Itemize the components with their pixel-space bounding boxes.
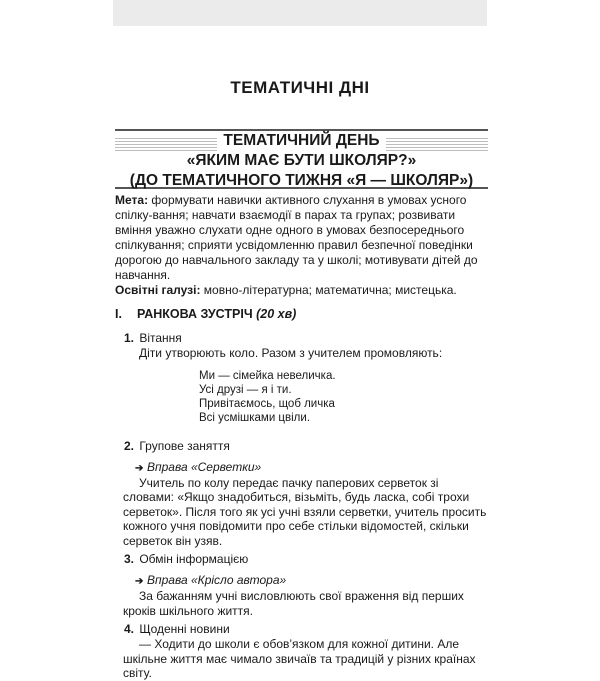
item-body [115,589,488,618]
day-title-line2: «ЯКИМ МАЄ БУТИ ШКОЛЯР?» [186,152,417,169]
item-title: Вітання [139,331,182,345]
day-title [115,131,488,191]
exercise-suffix: » [254,459,262,474]
exercise-suffix: » [279,573,287,587]
part-heading [115,306,488,323]
poem-line: Усі друзі — я і ти. [199,383,292,396]
poem-line: Всі усмішками цвіли. [199,411,311,424]
item-title: Групове заняття [139,438,230,453]
double-arrow-icon: ➔ [135,462,144,474]
day-title-line3: (ДО ТЕМАТИЧНОГО ТИЖНЯ «Я — ШКОЛЯР») [129,172,474,189]
double-arrow-icon: ➔ [135,576,144,587]
item-title: Щоденні новини [139,622,230,636]
exercise-heading [115,460,488,476]
document-body [115,193,488,681]
exercise-prefix: Вправа « [147,573,198,587]
section-title: ТЕМАТИЧНІ ДНІ [230,78,370,97]
item-text: Діти утворюють коло. Разом з учителем промовляють: [139,346,443,360]
top-bar [113,0,487,26]
part-number: I. [115,307,122,321]
exercise-prefix: Вправа « [147,459,198,474]
poem-line: Привітаємось, щоб личка [199,397,335,410]
exercise-name: Крісло автора [197,573,280,587]
part-duration: (20 хв) [256,307,297,321]
exercise-name: Серветки [197,459,255,474]
poem [115,369,488,425]
item-body [115,346,488,361]
item-body [115,637,488,681]
part-title: РАНКОВА ЗУСТРІЧ [137,307,253,321]
item-body [115,476,488,549]
item-number: 2. [124,438,135,453]
item-number: 4. [124,622,135,636]
item-text: За бажанням учні висловлюють свої враження від перших кроків шкільного життя. [123,589,464,618]
goal-paragraph [115,193,488,283]
item-text: — Ходити до школи є обов’язком для кожної дитини. Але шкільне життя має чимало звичаїв та традицій у різних країнах світу. [123,637,476,680]
goal-label: Мета: [115,193,149,207]
exercise-heading [115,573,488,589]
item-heading [115,331,488,346]
item-heading [115,622,488,637]
item-heading [115,552,488,567]
goal-text: формувати навички активного слухання в умовах усного спілку-вання; навчати взаємодії в парах та групах; розвивати вміння уважно слухати одне одного в умовах безпосереднього спілкування; сприяти усвідомленню правил безпечної поведінки дорогою до навчального закладу та у школі; мотивувати дітей до навчання. [115,193,478,282]
areas-text: мовно-літературна; математична; мистецька. [200,283,457,297]
item-text: Учитель по колу передає пачку паперових серветок зі словами: «Якщо знадобиться, візьміть, будь ласка, собі трохи серветок». Після того як усі учні взяли серветки, учитель просить кожного учня повідомити про себе стільки відомостей, скільки серветок він узяв. [123,475,487,548]
day-title-line1: ТЕМАТИЧНИЙ ДЕНЬ [217,131,385,151]
item-title: Обмін інформацією [139,552,249,566]
item-number: 1. [124,331,135,345]
item-number: 3. [124,552,135,566]
areas-paragraph [115,283,488,298]
poem-line: Ми — сімейка невеличка. [199,369,336,382]
areas-label: Освітні галузі: [115,283,201,297]
item-heading [115,439,488,454]
